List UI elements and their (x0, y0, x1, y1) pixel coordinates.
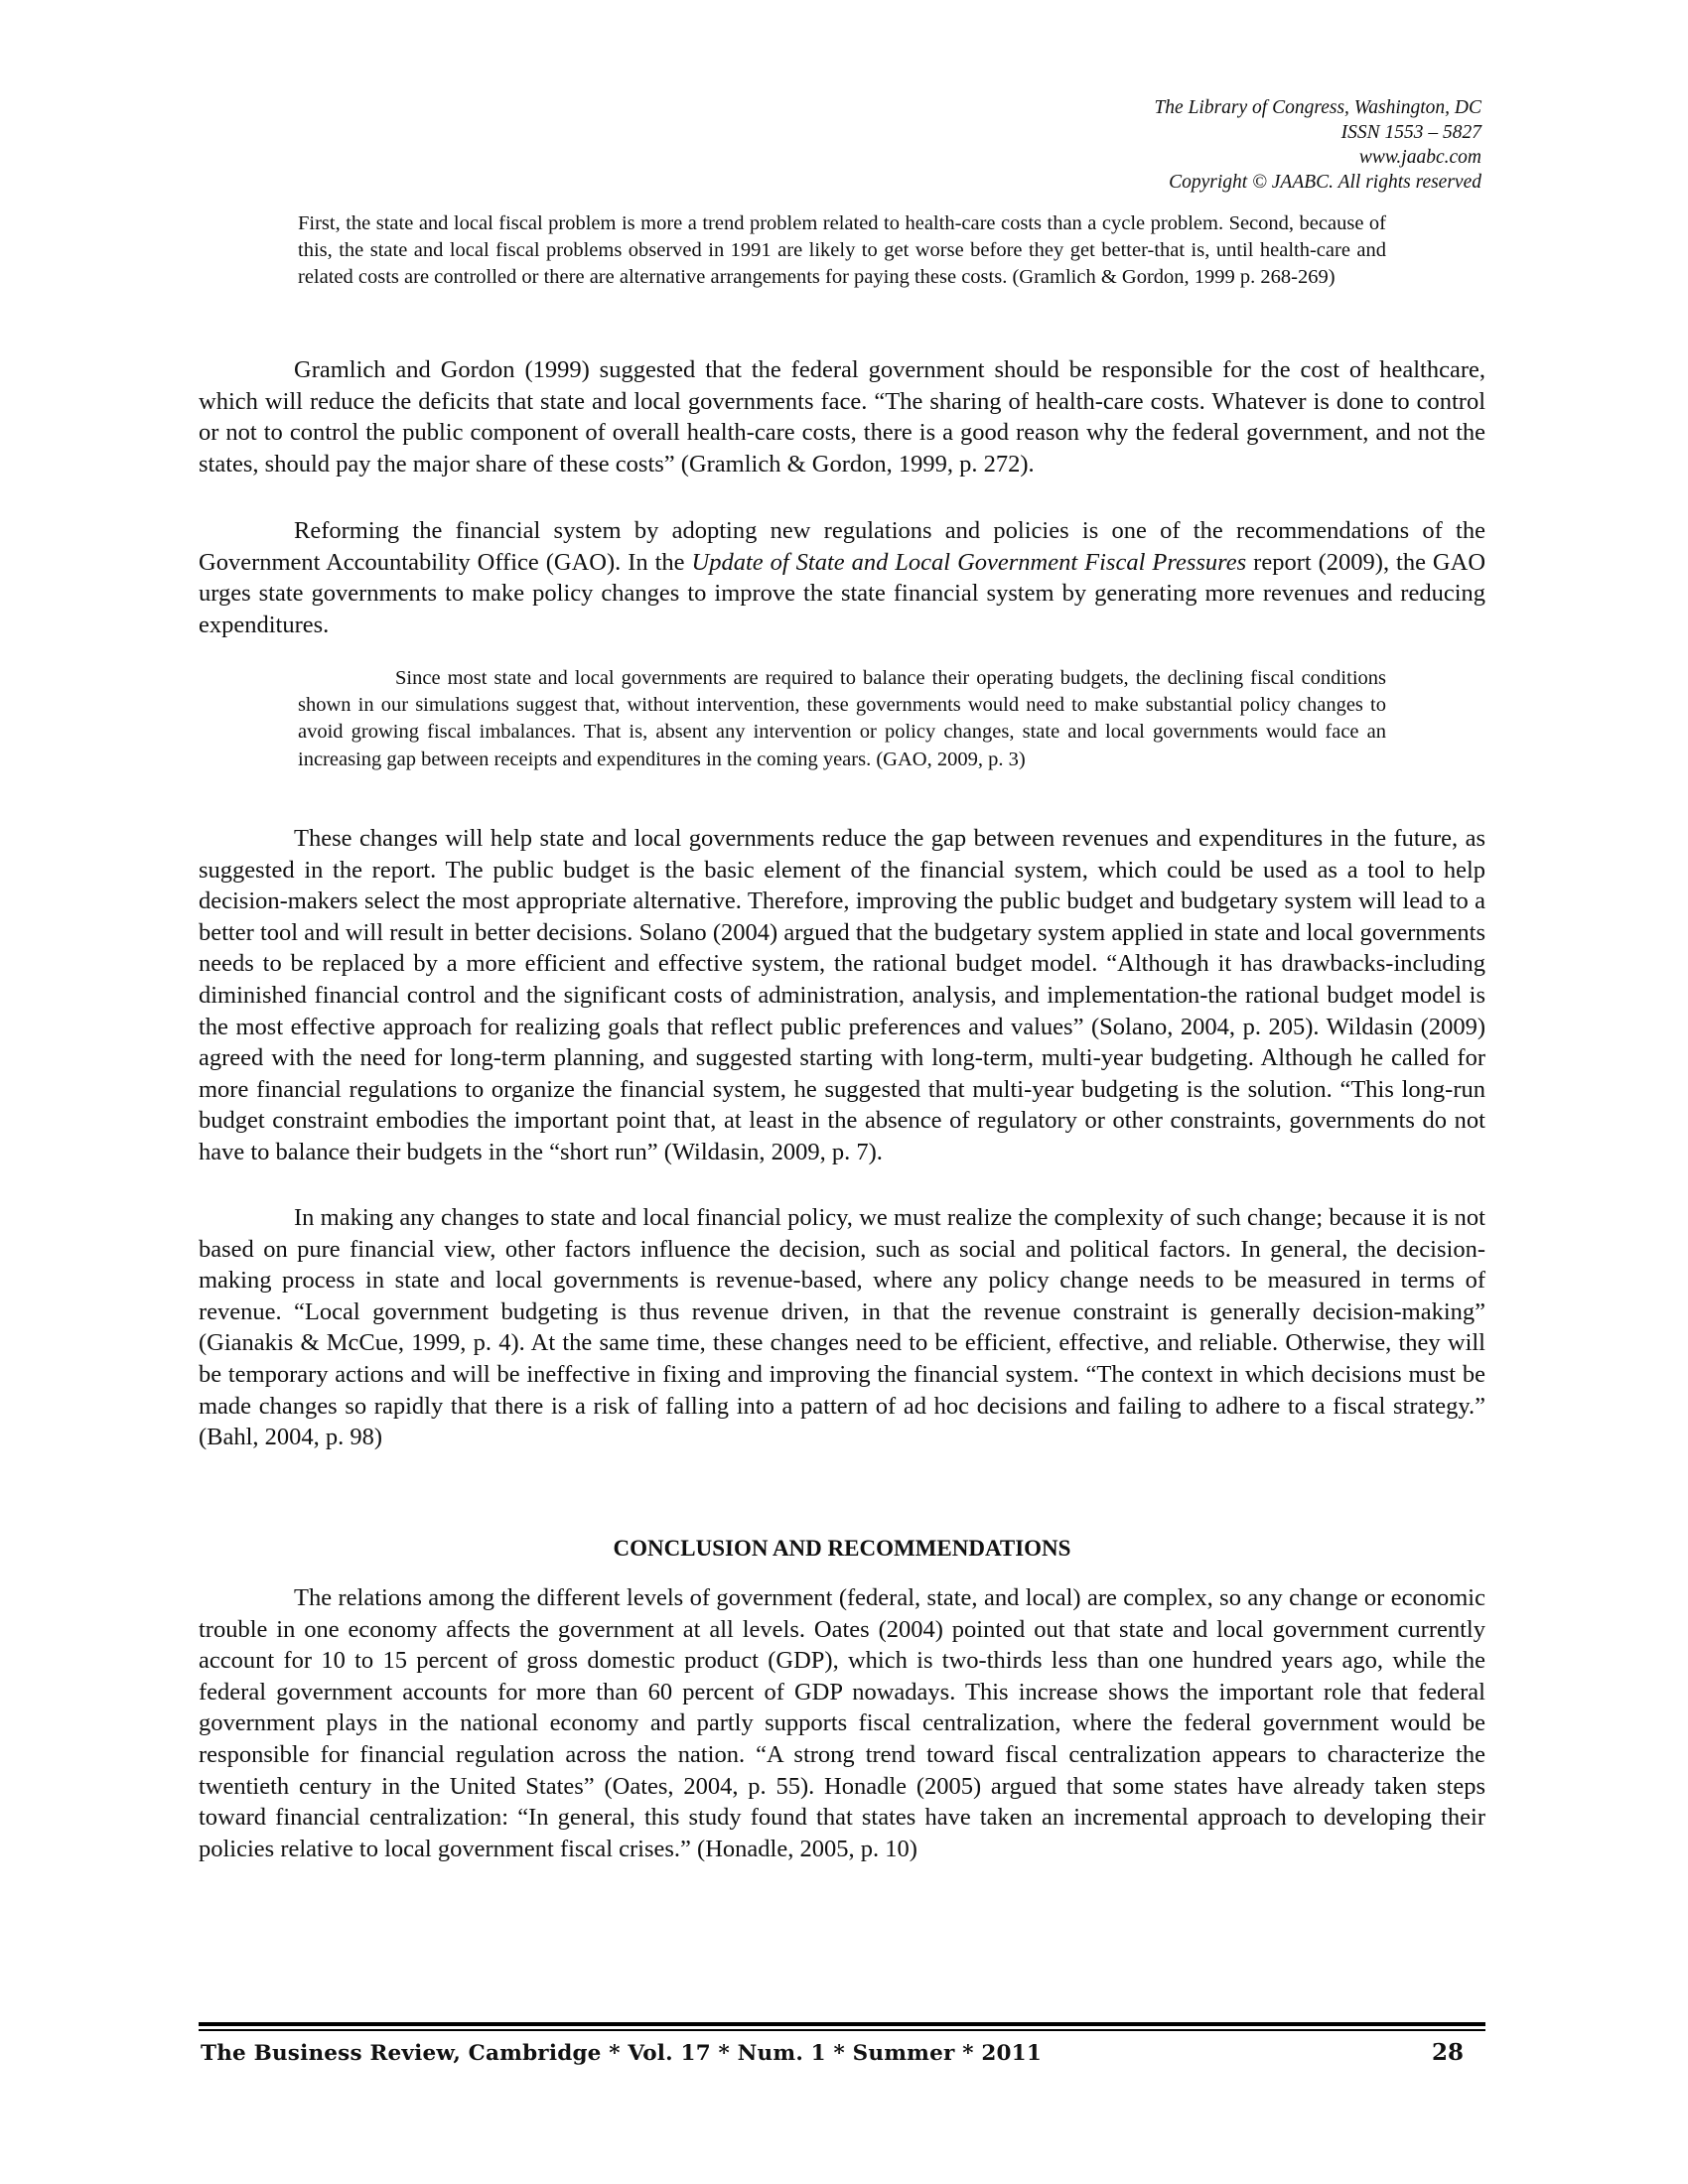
report-title: Update of State and Local Government Fiscal Pressures (691, 548, 1247, 576)
block-quote-gao (298, 665, 1386, 773)
page-header (1154, 95, 1481, 195)
page-footer (199, 2035, 1485, 2075)
paragraph-text: The relations among the different levels of government (federal, state, and local) are complex, so any change or economic trouble in one economy affects the government at all levels. Oates (2004) pointed out that state and local government currently account for 10 to 15 percent of gross domestic product (GDP), which is two-thirds less than one hundred years ago, while the federal government accounts for more than 60 percent of GDP nowadays. This increase shows the important role that federal government plays in the national economy and partly supports fiscal centralization, where the federal government would be responsible for financial regulation across the nation. “A strong trend toward fiscal centralization appears to characterize the twentieth century in the United States” (Oates, 2004, p. 55). Honadle (2005) argued that some states have already taken steps toward financial centralization: “In general, this study found that states have taken an incremental approach to developing their policies relative to local government fiscal crises.” (Honadle, 2005, p. 10) (199, 1584, 1485, 1862)
footer-rule-thick (199, 2022, 1485, 2026)
paragraph-text: These changes will help state and local governments reduce the gap between revenues and expenditures in the future, as suggested in the report. The public budget is the basic element of the financial system, which could be used as a tool to help decision-makers select the most appropriate alternative. Therefore, improving the public budget and budgetary system will lead to a better tool and will result in better decisions. Solano (2004) argued that the budgetary system applied in state and local governments needs to be replaced by a more efficient and effective system, the rational budget model. “Although it has drawbacks-including diminished financial control and the significant costs of administration, analysis, and implementation-the rational budget model is the most effective approach for realizing goals that reflect public preferences and values” (Solano, 2004, p. 205). Wildasin (2009) agreed with the need for long-term planning, and suggested starting with long-term, multi-year budgeting. Although he called for more financial regulations to organize the financial system, he suggested that multi-year budgeting is the solution. “This long-run budget constraint embodies the important point that, at least in the absence of regulatory or other constraints, governments do not have to balance their budgets in the “short run” (Wildasin, 2009, p. 7). (199, 825, 1485, 1165)
header-library: The Library of Congress, Washington, DC (1154, 97, 1481, 118)
header-issn: ISSN 1553 – 5827 (1340, 122, 1481, 143)
paragraph-gramlich-gordon (199, 354, 1485, 479)
paragraph-text: Reforming the financial system by adopting new regulations and policies is one of the recommendations of the Government Accountability Office (GAO). In the (199, 517, 1485, 576)
paragraph-text: report (2009), the GAO urges state governments to make policy changes to improve the state financial system by generating more revenues and reducing expenditures. (199, 548, 1486, 638)
header-website: www.jaabc.com (1358, 147, 1481, 168)
paragraph-budget-changes (199, 823, 1485, 1168)
footer-journal: The Business Review, Cambridge * Vol. 17 * Num. 1 * Summer * 2011 (201, 2041, 1042, 2066)
paragraph-text: Gramlich and Gordon (1999) suggested that the federal government should be responsible for the cost of healthcare, which will reduce the deficits that state and local governments face. “The sharing of health-care costs. Whatever is done to control or not to control the public component of overall health-care costs, there is a good reason why the federal government, and not the states, should pay the major share of these costs” (Gramlich & Gordon, 1999, p. 272). (199, 356, 1485, 478)
page-number: 28 (1431, 2039, 1464, 2066)
paragraph-financial-policy (199, 1202, 1485, 1453)
footer-rule-thin (199, 2029, 1485, 2031)
header-copyright: Copyright © JAABC. All rights reserved (1169, 172, 1481, 193)
paragraph-text: In making any changes to state and local financial policy, we must realize the complexity of such change; because it is not based on pure financial view, other factors influence the decision, such as social and political factors. In general, the decision-making process in state and local governments is revenue-based, where any policy change needs to be measured in terms of revenue. “Local government budgeting is thus revenue driven, in that the revenue constraint is generally decision-making” (Gianakis & McCue, 1999, p. 4). At the same time, these changes need to be efficient, effective, and reliable. Otherwise, they will be temporary actions and will be ineffective in fixing and improving the financial system. “The context in which decisions must be made changes so rapidly that there is a risk of falling into a pattern of ad hoc decisions and failing to adhere to a fiscal strategy.” (Bahl, 2004, p. 98) (199, 1204, 1485, 1451)
section-heading: CONCLUSION AND RECOMMENDATIONS (613, 1536, 1071, 1561)
paragraph-gao-reform (199, 515, 1485, 640)
block-quote-gramlich: First, the state and local fiscal problem is more a trend problem related to health-care costs than a cycle problem. Second, because of this, the state and local fiscal problems observed in 1991 are likely to get worse before they get better-that is, until health-care and related costs are controlled or there are alternative arrangements for paying these costs. (Gramlich & Gordon, 1999 p. 268-269) (298, 212, 1386, 289)
paragraph-conclusion (199, 1582, 1485, 1864)
quote-text: Since most state and local governments are required to balance their operating budgets, the declining fiscal conditions shown in our simulations suggest that, without intervention, these governments would need to make substantial policy changes to avoid growing fiscal imbalances. That is, absent any intervention or policy changes, state and local governments would face an increasing gap between receipts and expenditures in the coming years. (GAO, 2009, p. 3) (298, 667, 1386, 770)
